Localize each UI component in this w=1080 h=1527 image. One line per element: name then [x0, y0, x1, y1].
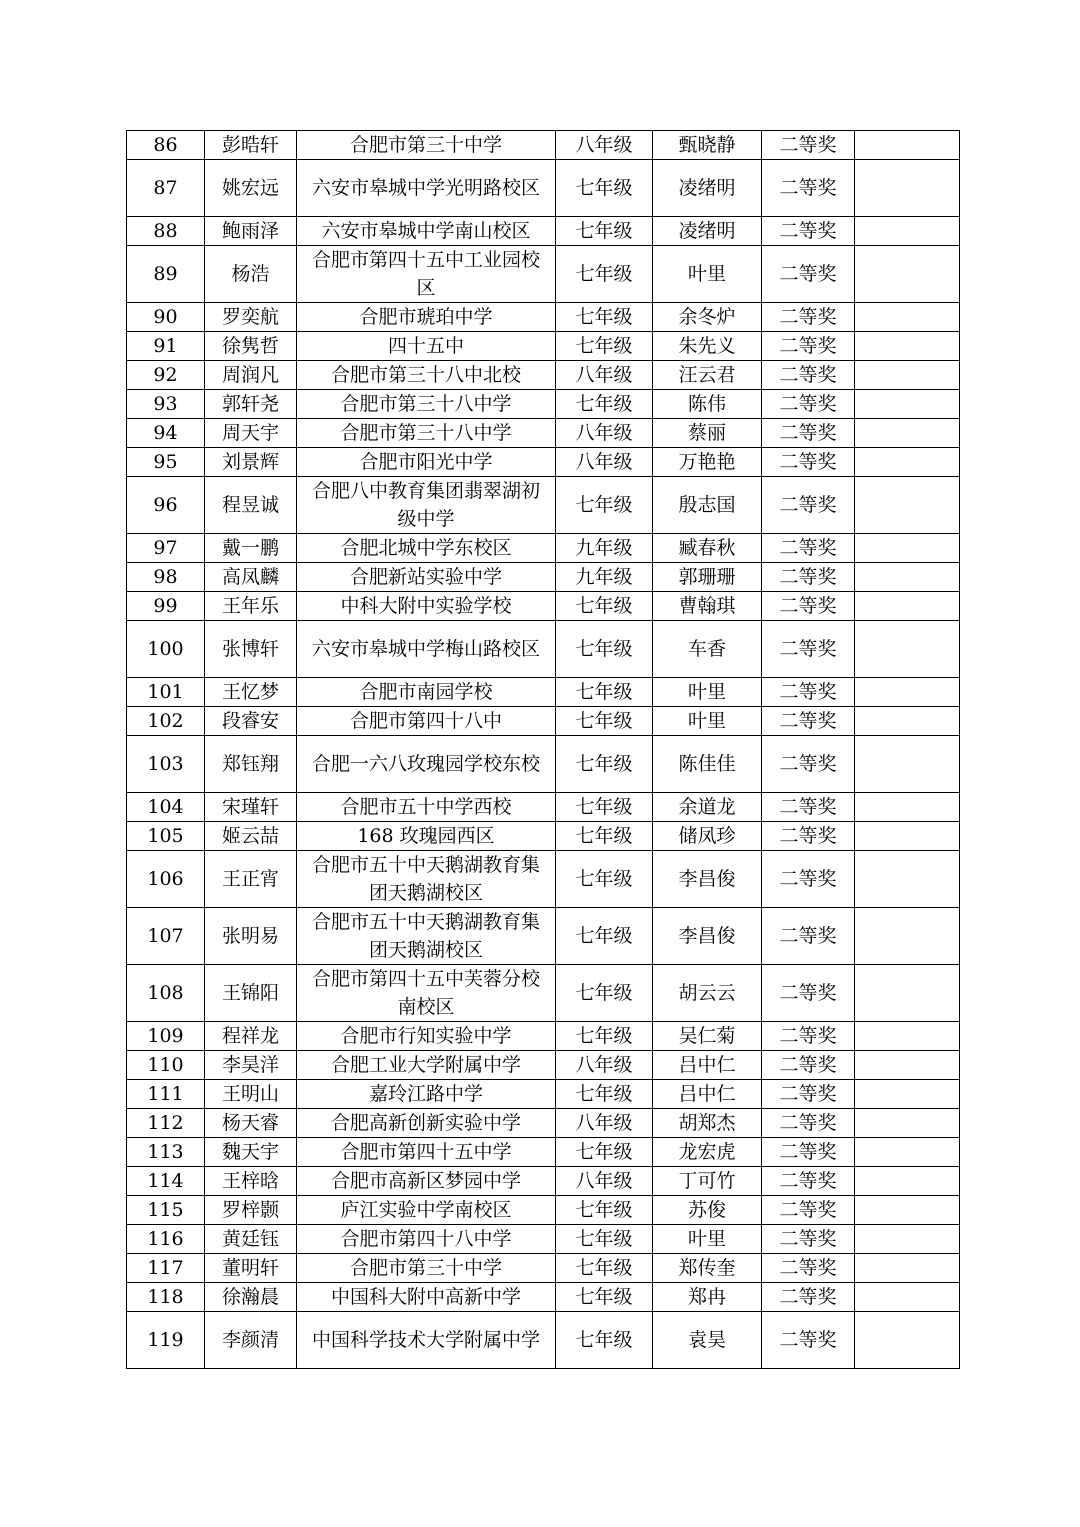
- table-row: [127, 1051, 960, 1080]
- award-level-cell: 二等奖: [762, 1109, 855, 1138]
- award-level-cell: 二等奖: [762, 1283, 855, 1312]
- remarks-cell: [855, 332, 960, 361]
- school-name-cell: 合肥市高新区梦园中学: [297, 1167, 556, 1196]
- award-level-cell: 二等奖: [762, 1312, 855, 1369]
- row-number-cell: 95: [127, 448, 205, 477]
- award-level-cell: 二等奖: [762, 793, 855, 822]
- row-number-cell: 104: [127, 793, 205, 822]
- remarks-cell: [855, 1167, 960, 1196]
- school-name-cell: 合肥市琥珀中学: [297, 303, 556, 332]
- student-name-cell: 王年乐: [205, 592, 297, 621]
- student-name-cell: 程昱诚: [205, 477, 297, 534]
- student-name-cell: 杨天睿: [205, 1109, 297, 1138]
- teacher-name-cell: 陈佳佳: [653, 736, 762, 793]
- teacher-name-cell: 龙宏虎: [653, 1138, 762, 1167]
- row-number-cell: 114: [127, 1167, 205, 1196]
- row-number-cell: 93: [127, 390, 205, 419]
- award-level-cell: 二等奖: [762, 965, 855, 1022]
- remarks-cell: [855, 534, 960, 563]
- table-row: [127, 1022, 960, 1051]
- grade-cell: 七年级: [556, 851, 653, 908]
- award-level-cell: 二等奖: [762, 1138, 855, 1167]
- award-level-cell: 二等奖: [762, 1225, 855, 1254]
- teacher-name-cell: 丁可竹: [653, 1167, 762, 1196]
- teacher-name-cell: 陈伟: [653, 390, 762, 419]
- award-level-cell: 二等奖: [762, 1080, 855, 1109]
- grade-cell: 九年级: [556, 534, 653, 563]
- grade-cell: 七年级: [556, 1283, 653, 1312]
- award-level-cell: 二等奖: [762, 678, 855, 707]
- row-number-cell: 101: [127, 678, 205, 707]
- remarks-cell: [855, 1312, 960, 1369]
- remarks-cell: [855, 131, 960, 160]
- row-number-cell: 112: [127, 1109, 205, 1138]
- table-row: [127, 793, 960, 822]
- remarks-cell: [855, 707, 960, 736]
- table-row: [127, 390, 960, 419]
- school-name-cell: 中国科学技术大学附属中学: [297, 1312, 556, 1369]
- remarks-cell: [855, 390, 960, 419]
- award-level-cell: 二等奖: [762, 592, 855, 621]
- award-level-cell: 二等奖: [762, 131, 855, 160]
- table-body: [127, 131, 960, 1369]
- school-name-cell: 合肥市南园学校: [297, 678, 556, 707]
- teacher-name-cell: 李昌俊: [653, 908, 762, 965]
- grade-cell: 七年级: [556, 303, 653, 332]
- table-row: [127, 707, 960, 736]
- remarks-cell: [855, 736, 960, 793]
- grade-cell: 七年级: [556, 1022, 653, 1051]
- student-name-cell: 王梓晗: [205, 1167, 297, 1196]
- student-name-cell: 杨浩: [205, 246, 297, 303]
- row-number-cell: 117: [127, 1254, 205, 1283]
- student-name-cell: 段睿安: [205, 707, 297, 736]
- row-number-cell: 100: [127, 621, 205, 678]
- school-name-cell: 合肥市五十中天鹅湖教育集团天鹅湖校区: [297, 851, 556, 908]
- school-name-cell: 合肥市第四十八中学: [297, 1225, 556, 1254]
- school-name-cell: 合肥市第三十八中学: [297, 419, 556, 448]
- student-name-cell: 鲍雨泽: [205, 217, 297, 246]
- row-number-cell: 86: [127, 131, 205, 160]
- grade-cell: 八年级: [556, 419, 653, 448]
- grade-cell: 七年级: [556, 390, 653, 419]
- teacher-name-cell: 苏俊: [653, 1196, 762, 1225]
- grade-cell: 八年级: [556, 131, 653, 160]
- award-level-cell: 二等奖: [762, 1051, 855, 1080]
- grade-cell: 七年级: [556, 246, 653, 303]
- table-row: [127, 1138, 960, 1167]
- remarks-cell: [855, 1051, 960, 1080]
- row-number-cell: 91: [127, 332, 205, 361]
- teacher-name-cell: 叶里: [653, 246, 762, 303]
- grade-cell: 七年级: [556, 1080, 653, 1109]
- remarks-cell: [855, 1225, 960, 1254]
- school-name-cell: 六安市皋城中学光明路校区: [297, 160, 556, 217]
- student-name-cell: 宋瑾轩: [205, 793, 297, 822]
- school-name-cell: 合肥市第三十中学: [297, 1254, 556, 1283]
- school-name-cell: 合肥工业大学附属中学: [297, 1051, 556, 1080]
- grade-cell: 七年级: [556, 1196, 653, 1225]
- remarks-cell: [855, 1283, 960, 1312]
- award-level-cell: 二等奖: [762, 908, 855, 965]
- student-name-cell: 程祥龙: [205, 1022, 297, 1051]
- teacher-name-cell: 吕中仁: [653, 1080, 762, 1109]
- student-name-cell: 姬云喆: [205, 822, 297, 851]
- table-row: [127, 131, 960, 160]
- award-level-cell: 二等奖: [762, 160, 855, 217]
- teacher-name-cell: 凌绪明: [653, 217, 762, 246]
- school-name-cell: 庐江实验中学南校区: [297, 1196, 556, 1225]
- remarks-cell: [855, 217, 960, 246]
- grade-cell: 七年级: [556, 621, 653, 678]
- grade-cell: 七年级: [556, 477, 653, 534]
- teacher-name-cell: 蔡丽: [653, 419, 762, 448]
- grade-cell: 七年级: [556, 1225, 653, 1254]
- student-name-cell: 李颜清: [205, 1312, 297, 1369]
- row-number-cell: 102: [127, 707, 205, 736]
- student-name-cell: 刘景辉: [205, 448, 297, 477]
- award-level-cell: 二等奖: [762, 448, 855, 477]
- table-row: [127, 534, 960, 563]
- teacher-name-cell: 万艳艳: [653, 448, 762, 477]
- row-number-cell: 88: [127, 217, 205, 246]
- table-row: [127, 736, 960, 793]
- grade-cell: 八年级: [556, 1167, 653, 1196]
- row-number-cell: 94: [127, 419, 205, 448]
- table-row: [127, 851, 960, 908]
- table-row: [127, 361, 960, 390]
- row-number-cell: 110: [127, 1051, 205, 1080]
- teacher-name-cell: 曹翰琪: [653, 592, 762, 621]
- student-name-cell: 王忆梦: [205, 678, 297, 707]
- row-number-cell: 105: [127, 822, 205, 851]
- teacher-name-cell: 甄晓静: [653, 131, 762, 160]
- student-name-cell: 郑钰翔: [205, 736, 297, 793]
- remarks-cell: [855, 303, 960, 332]
- remarks-cell: [855, 793, 960, 822]
- row-number-cell: 111: [127, 1080, 205, 1109]
- teacher-name-cell: 吕中仁: [653, 1051, 762, 1080]
- remarks-cell: [855, 965, 960, 1022]
- teacher-name-cell: 吴仁菊: [653, 1022, 762, 1051]
- row-number-cell: 106: [127, 851, 205, 908]
- remarks-cell: [855, 822, 960, 851]
- school-name-cell: 合肥市阳光中学: [297, 448, 556, 477]
- grade-cell: 七年级: [556, 332, 653, 361]
- remarks-cell: [855, 1196, 960, 1225]
- table-row: [127, 908, 960, 965]
- grade-cell: 七年级: [556, 1312, 653, 1369]
- table-row: [127, 592, 960, 621]
- table-row: [127, 1196, 960, 1225]
- table-row: [127, 621, 960, 678]
- school-name-cell: 合肥市第四十五中工业园校区: [297, 246, 556, 303]
- award-level-cell: 二等奖: [762, 1022, 855, 1051]
- teacher-name-cell: 叶里: [653, 707, 762, 736]
- school-name-cell: 合肥市五十中学西校: [297, 793, 556, 822]
- grade-cell: 七年级: [556, 1254, 653, 1283]
- student-name-cell: 张博轩: [205, 621, 297, 678]
- table-row: [127, 477, 960, 534]
- table-row: [127, 822, 960, 851]
- row-number-cell: 113: [127, 1138, 205, 1167]
- award-level-cell: 二等奖: [762, 217, 855, 246]
- teacher-name-cell: 郑冉: [653, 1283, 762, 1312]
- teacher-name-cell: 殷志国: [653, 477, 762, 534]
- table-row: [127, 160, 960, 217]
- teacher-name-cell: 汪云君: [653, 361, 762, 390]
- row-number-cell: 103: [127, 736, 205, 793]
- award-level-cell: 二等奖: [762, 851, 855, 908]
- remarks-cell: [855, 908, 960, 965]
- grade-cell: 八年级: [556, 361, 653, 390]
- table-row: [127, 332, 960, 361]
- teacher-name-cell: 郭珊珊: [653, 563, 762, 592]
- remarks-cell: [855, 246, 960, 303]
- table-row: [127, 1109, 960, 1138]
- teacher-name-cell: 李昌俊: [653, 851, 762, 908]
- student-name-cell: 李昊洋: [205, 1051, 297, 1080]
- award-level-cell: 二等奖: [762, 621, 855, 678]
- award-level-cell: 二等奖: [762, 390, 855, 419]
- teacher-name-cell: 余冬炉: [653, 303, 762, 332]
- table-row: [127, 563, 960, 592]
- school-name-cell: 中国科大附中高新中学: [297, 1283, 556, 1312]
- row-number-cell: 87: [127, 160, 205, 217]
- grade-cell: 七年级: [556, 793, 653, 822]
- school-name-cell: 合肥北城中学东校区: [297, 534, 556, 563]
- teacher-name-cell: 余道龙: [653, 793, 762, 822]
- school-name-cell: 合肥市第四十五中芙蓉分校南校区: [297, 965, 556, 1022]
- award-level-cell: 二等奖: [762, 1196, 855, 1225]
- grade-cell: 七年级: [556, 160, 653, 217]
- table-row: [127, 678, 960, 707]
- student-name-cell: 姚宏远: [205, 160, 297, 217]
- award-level-cell: 二等奖: [762, 246, 855, 303]
- award-level-cell: 二等奖: [762, 361, 855, 390]
- teacher-name-cell: 臧春秋: [653, 534, 762, 563]
- teacher-name-cell: 凌绪明: [653, 160, 762, 217]
- row-number-cell: 98: [127, 563, 205, 592]
- row-number-cell: 96: [127, 477, 205, 534]
- row-number-cell: 92: [127, 361, 205, 390]
- student-name-cell: 彭晧轩: [205, 131, 297, 160]
- student-name-cell: 王锦阳: [205, 965, 297, 1022]
- student-name-cell: 周天宇: [205, 419, 297, 448]
- student-name-cell: 王正宵: [205, 851, 297, 908]
- student-name-cell: 郭轩尧: [205, 390, 297, 419]
- grade-cell: 七年级: [556, 908, 653, 965]
- remarks-cell: [855, 477, 960, 534]
- award-level-cell: 二等奖: [762, 707, 855, 736]
- remarks-cell: [855, 448, 960, 477]
- row-number-cell: 115: [127, 1196, 205, 1225]
- student-name-cell: 徐隽哲: [205, 332, 297, 361]
- remarks-cell: [855, 1109, 960, 1138]
- award-level-cell: 二等奖: [762, 1254, 855, 1283]
- award-level-cell: 二等奖: [762, 736, 855, 793]
- school-name-cell: 合肥市五十中天鹅湖教育集团天鹅湖校区: [297, 908, 556, 965]
- teacher-name-cell: 袁昊: [653, 1312, 762, 1369]
- teacher-name-cell: 叶里: [653, 678, 762, 707]
- remarks-cell: [855, 563, 960, 592]
- remarks-cell: [855, 592, 960, 621]
- row-number-cell: 97: [127, 534, 205, 563]
- student-name-cell: 罗梓颢: [205, 1196, 297, 1225]
- remarks-cell: [855, 1138, 960, 1167]
- school-name-cell: 嘉玲江路中学: [297, 1080, 556, 1109]
- grade-cell: 七年级: [556, 965, 653, 1022]
- table-row: [127, 1167, 960, 1196]
- table-row: [127, 1312, 960, 1369]
- award-level-cell: 二等奖: [762, 419, 855, 448]
- grade-cell: 七年级: [556, 217, 653, 246]
- remarks-cell: [855, 419, 960, 448]
- student-name-cell: 黄廷钰: [205, 1225, 297, 1254]
- school-name-cell: 六安市皋城中学梅山路校区: [297, 621, 556, 678]
- table-row: [127, 1225, 960, 1254]
- teacher-name-cell: 叶里: [653, 1225, 762, 1254]
- grade-cell: 七年级: [556, 707, 653, 736]
- row-number-cell: 109: [127, 1022, 205, 1051]
- remarks-cell: [855, 1022, 960, 1051]
- grade-cell: 八年级: [556, 1109, 653, 1138]
- student-name-cell: 张明易: [205, 908, 297, 965]
- table-row: [127, 448, 960, 477]
- award-level-cell: 二等奖: [762, 1167, 855, 1196]
- school-name-cell: 合肥市第三十中学: [297, 131, 556, 160]
- row-number-cell: 90: [127, 303, 205, 332]
- school-name-cell: 合肥新站实验中学: [297, 563, 556, 592]
- grade-cell: 八年级: [556, 448, 653, 477]
- student-name-cell: 魏天宇: [205, 1138, 297, 1167]
- remarks-cell: [855, 621, 960, 678]
- table-row: [127, 217, 960, 246]
- remarks-cell: [855, 160, 960, 217]
- grade-cell: 七年级: [556, 678, 653, 707]
- school-name-cell: 合肥市第三十八中学: [297, 390, 556, 419]
- teacher-name-cell: 胡郑杰: [653, 1109, 762, 1138]
- school-name-cell: 合肥市第四十五中学: [297, 1138, 556, 1167]
- school-name-cell: 六安市皋城中学南山校区: [297, 217, 556, 246]
- school-name-cell: 168 玫瑰园西区: [297, 822, 556, 851]
- remarks-cell: [855, 361, 960, 390]
- row-number-cell: 107: [127, 908, 205, 965]
- grade-cell: 七年级: [556, 822, 653, 851]
- table-row: [127, 965, 960, 1022]
- teacher-name-cell: 郑传奎: [653, 1254, 762, 1283]
- remarks-cell: [855, 1254, 960, 1283]
- award-list-table: [126, 130, 960, 1369]
- row-number-cell: 116: [127, 1225, 205, 1254]
- school-name-cell: 合肥市行知实验中学: [297, 1022, 556, 1051]
- school-name-cell: 四十五中: [297, 332, 556, 361]
- grade-cell: 七年级: [556, 1138, 653, 1167]
- school-name-cell: 合肥一六八玫瑰园学校东校: [297, 736, 556, 793]
- grade-cell: 八年级: [556, 1051, 653, 1080]
- table-row: [127, 1283, 960, 1312]
- grade-cell: 九年级: [556, 563, 653, 592]
- student-name-cell: 高凤麟: [205, 563, 297, 592]
- student-name-cell: 王明山: [205, 1080, 297, 1109]
- remarks-cell: [855, 1080, 960, 1109]
- award-level-cell: 二等奖: [762, 822, 855, 851]
- table-row: [127, 419, 960, 448]
- table-row: [127, 303, 960, 332]
- table-row: [127, 246, 960, 303]
- school-name-cell: 合肥高新创新实验中学: [297, 1109, 556, 1138]
- table-row: [127, 1080, 960, 1109]
- school-name-cell: 合肥市第四十八中: [297, 707, 556, 736]
- student-name-cell: 董明轩: [205, 1254, 297, 1283]
- student-name-cell: 徐瀚晨: [205, 1283, 297, 1312]
- table-row: [127, 1254, 960, 1283]
- row-number-cell: 89: [127, 246, 205, 303]
- school-name-cell: 合肥市第三十八中北校: [297, 361, 556, 390]
- teacher-name-cell: 车香: [653, 621, 762, 678]
- remarks-cell: [855, 678, 960, 707]
- row-number-cell: 118: [127, 1283, 205, 1312]
- award-level-cell: 二等奖: [762, 477, 855, 534]
- remarks-cell: [855, 851, 960, 908]
- row-number-cell: 108: [127, 965, 205, 1022]
- row-number-cell: 99: [127, 592, 205, 621]
- teacher-name-cell: 储凤珍: [653, 822, 762, 851]
- teacher-name-cell: 朱先义: [653, 332, 762, 361]
- school-name-cell: 合肥八中教育集团翡翠湖初级中学: [297, 477, 556, 534]
- row-number-cell: 119: [127, 1312, 205, 1369]
- award-level-cell: 二等奖: [762, 563, 855, 592]
- student-name-cell: 戴一鹏: [205, 534, 297, 563]
- grade-cell: 七年级: [556, 592, 653, 621]
- award-level-cell: 二等奖: [762, 303, 855, 332]
- school-name-cell: 中科大附中实验学校: [297, 592, 556, 621]
- award-level-cell: 二等奖: [762, 332, 855, 361]
- grade-cell: 七年级: [556, 736, 653, 793]
- award-level-cell: 二等奖: [762, 534, 855, 563]
- student-name-cell: 周润凡: [205, 361, 297, 390]
- teacher-name-cell: 胡云云: [653, 965, 762, 1022]
- student-name-cell: 罗奕航: [205, 303, 297, 332]
